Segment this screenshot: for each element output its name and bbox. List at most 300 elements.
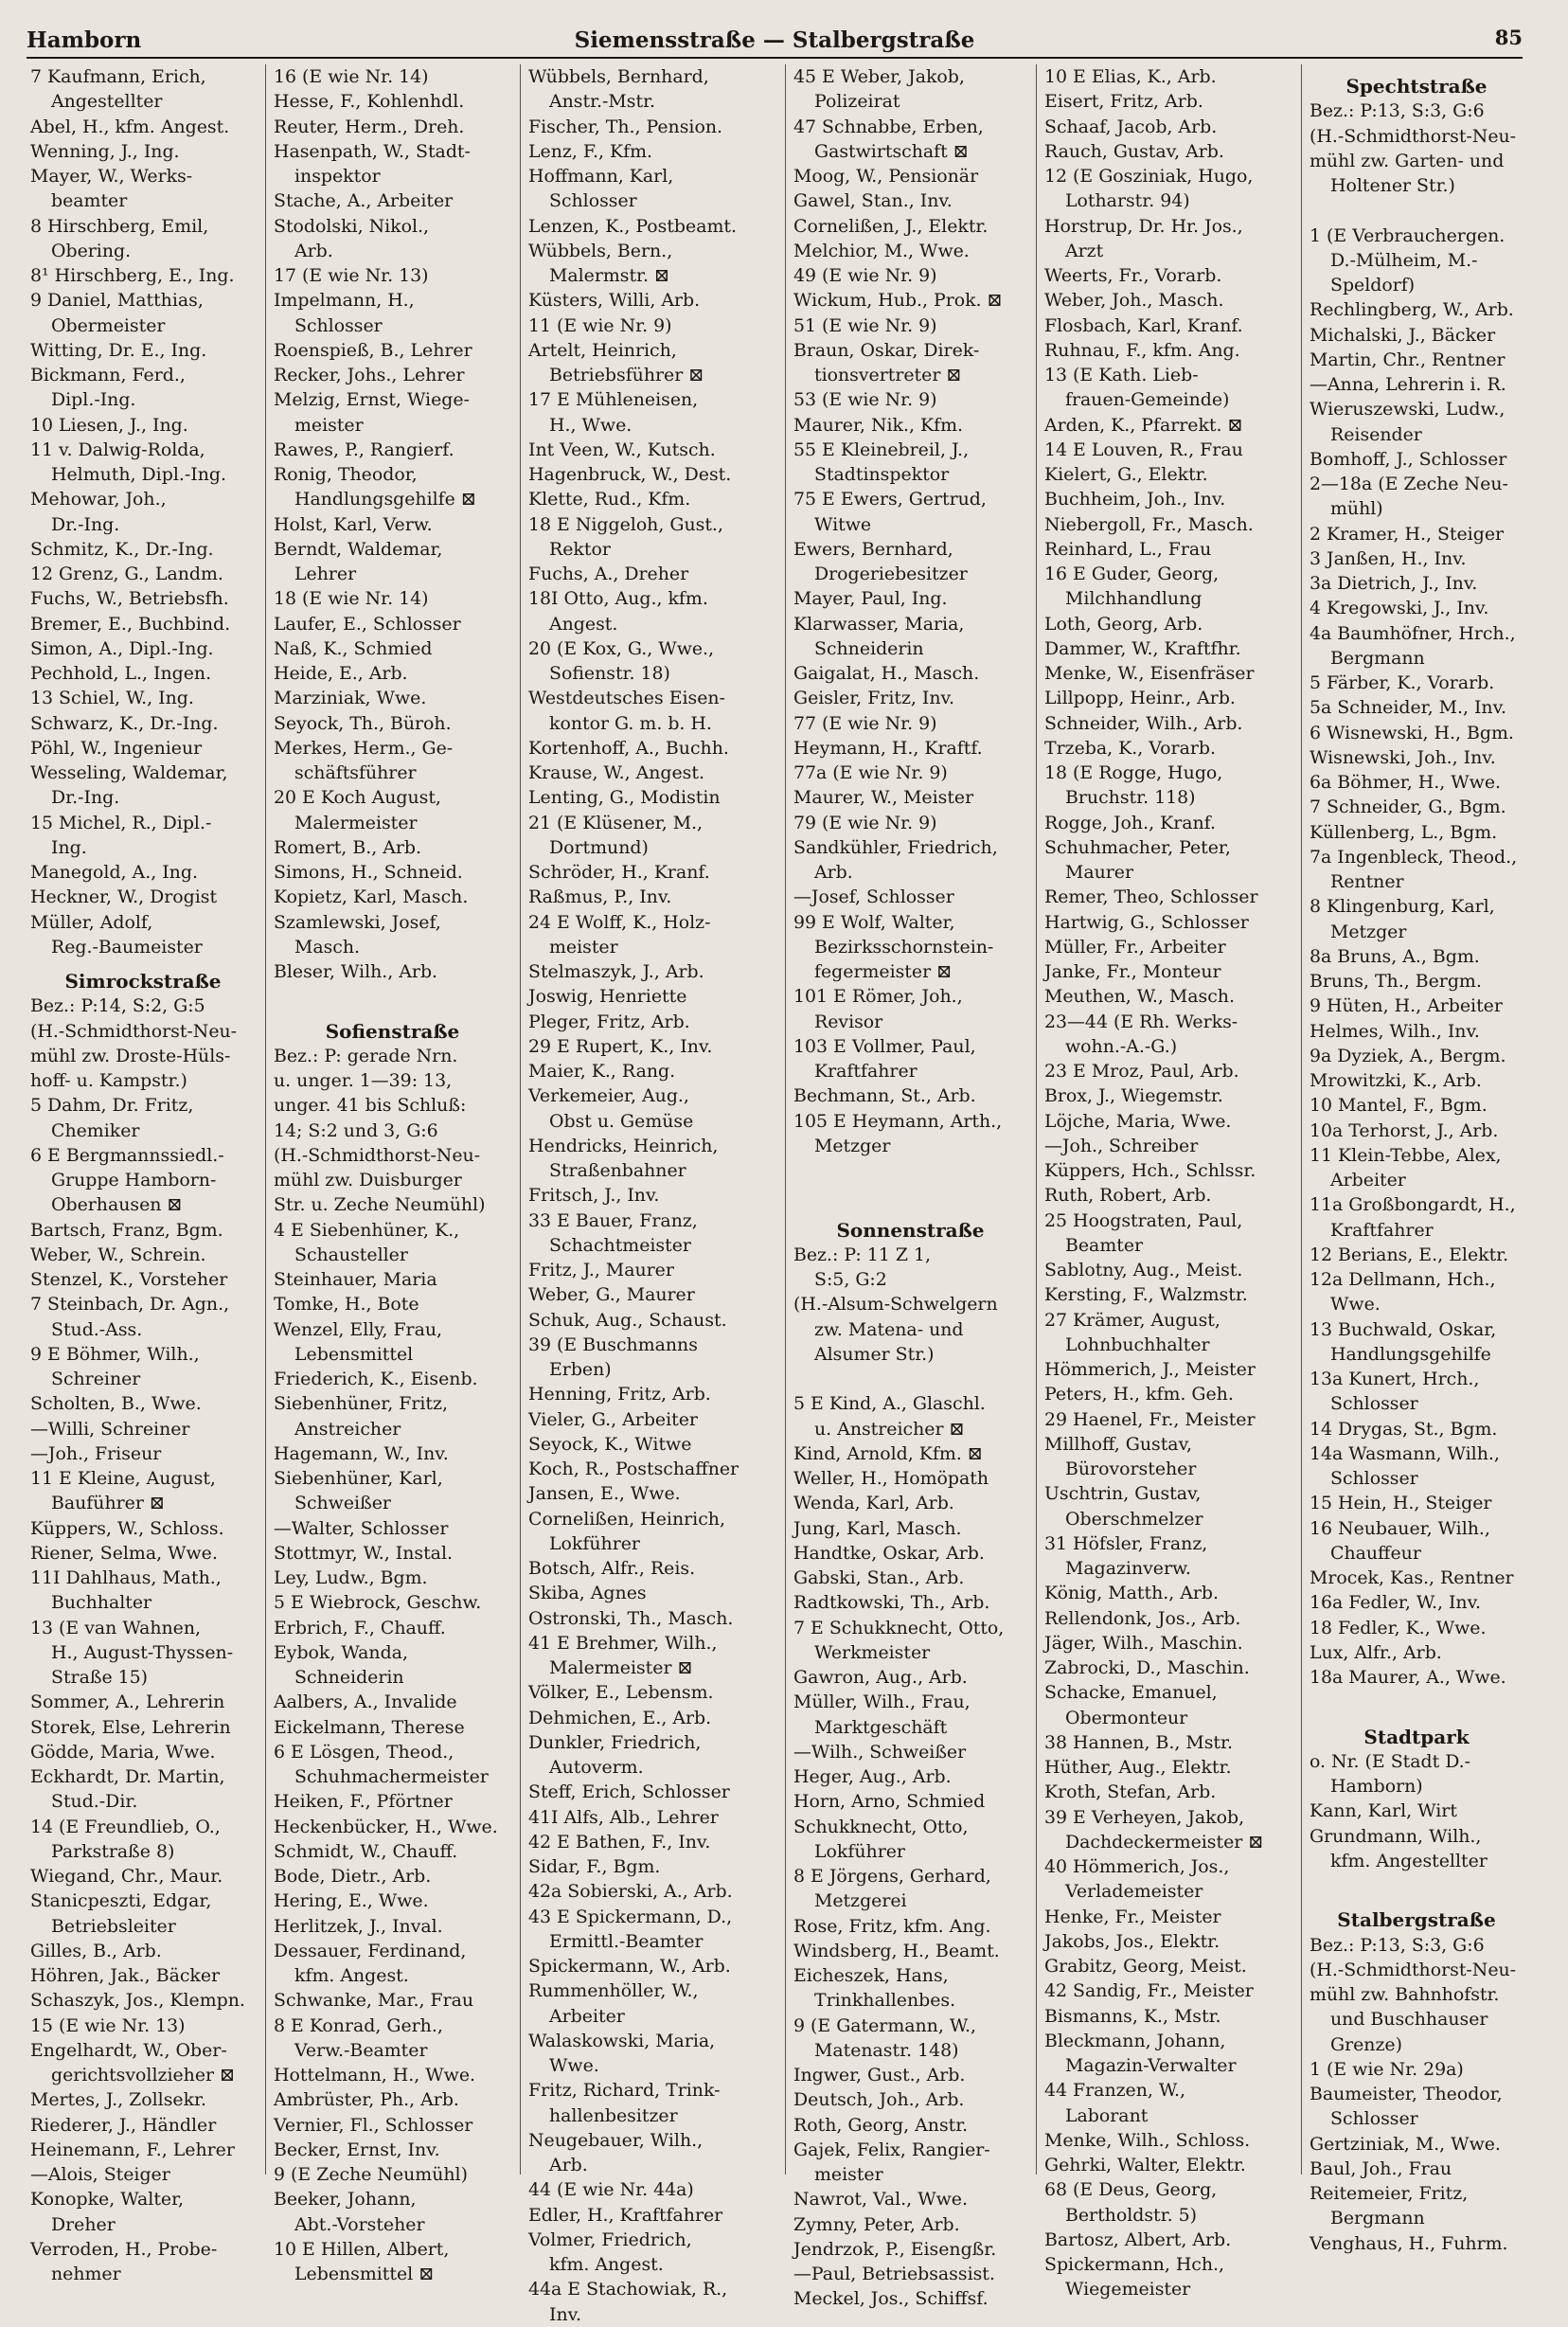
- directory-entry: Wisnewski, Joh., Inv.: [1310, 746, 1496, 768]
- directory-entry: unger. 41 bis Schluß:: [274, 1095, 467, 1117]
- entry-continuation: Kraftfahrer: [1330, 1219, 1434, 1241]
- entry-continuation: Grenze): [1330, 2033, 1402, 2055]
- entry-continuation: Gruppe Hamborn-: [51, 1170, 217, 1190]
- directory-entry: Neugebauer, Wilh.,: [528, 2129, 704, 2151]
- entry-continuation: Schachtmeister: [549, 1234, 691, 1256]
- directory-entry: mühl zw. Garten- und: [1310, 150, 1505, 171]
- running-head-streets: Siemensstraße — Stalbergstraße: [574, 27, 975, 53]
- entry-continuation: D.-Mülheim, M.-: [1330, 249, 1478, 271]
- directory-entry: —Paul, Betriebsassist.: [793, 2264, 995, 2284]
- directory-entry: Verkemeier, Aug.,: [528, 1085, 689, 1107]
- entry-continuation: kfm. Angestellter: [1330, 1850, 1488, 1871]
- directory-entry: Schuk, Aug., Schaust.: [528, 1309, 727, 1331]
- entry-continuation: Bergmann: [1330, 2208, 1425, 2229]
- entry-continuation: Helmuth, Dipl.-Ing.: [51, 464, 226, 485]
- directory-entry: —Walter, Schlosser: [274, 1517, 449, 1539]
- directory-entry: Kersting, F., Walzmstr.: [1044, 1284, 1248, 1306]
- directory-entry: Hagemann, W., Inv.: [274, 1442, 449, 1464]
- directory-entry: 79 (E wie Nr. 9): [793, 812, 937, 833]
- directory-entry: Fischer, Th., Pension.: [528, 116, 723, 137]
- directory-entry: 16 Neubauer, Wilh.,: [1310, 1517, 1490, 1539]
- directory-entry: Weber, G., Maurer: [528, 1284, 695, 1306]
- entry-continuation: wohn.-A.-G.): [1065, 1035, 1178, 1057]
- directory-entry: 7 E Schukknecht, Otto,: [793, 1617, 1005, 1638]
- directory-entry: Heckenbücker, H., Wwe.: [274, 1816, 498, 1837]
- directory-entry: Pleger, Fritz, Arb.: [528, 1011, 690, 1032]
- directory-entry: Stodolski, Nikol.,: [274, 215, 430, 237]
- entry-continuation: Straßenbahner: [549, 1160, 686, 1181]
- directory-entry: 105 E Heymann, Arth.,: [793, 1110, 1003, 1132]
- directory-entry: Manegold, A., Ing.: [30, 862, 198, 883]
- directory-entry: Ingwer, Gust., Arb.: [793, 2065, 966, 2085]
- directory-entry: 14a Wasmann, Wilh.,: [1310, 1442, 1500, 1464]
- directory-entry: Heckner, W., Drogist: [30, 886, 218, 908]
- directory-entry: Schaaf, Jacob, Arb.: [1044, 116, 1218, 137]
- directory-entry: Edler, H., Kraftfahrer: [528, 2204, 723, 2226]
- directory-entry: Deutsch, Joh., Arb.: [793, 2089, 965, 2111]
- entry-continuation: Arb.: [294, 240, 333, 261]
- directory-entry: 13a Kunert, Hrch.,: [1310, 1369, 1480, 1389]
- directory-entry: Reitemeier, Fritz,: [1310, 2183, 1469, 2204]
- directory-entry: Michalski, J., Bäcker: [1310, 324, 1496, 346]
- entry-continuation: Obermonteur: [1065, 1707, 1188, 1728]
- directory-entry: Laufer, E., Schlosser: [274, 613, 461, 635]
- column-2: [265, 64, 519, 2284]
- directory-entry: 13 (E van Wahnen,: [30, 1617, 202, 1638]
- directory-entry: Völker, E., Lebensm.: [528, 1682, 714, 1704]
- spacer: [266, 984, 519, 1009]
- directory-entry: Grabitz, Georg, Meist.: [1044, 1956, 1247, 1977]
- entry-continuation: Arb.: [549, 2155, 588, 2175]
- entry-continuation: Arbeiter: [549, 2005, 625, 2027]
- column-4: [785, 64, 1035, 2310]
- directory-entry: —Joh., Friseur: [30, 1442, 162, 1464]
- directory-entry: 1 (E Verbrauchergen.: [1310, 224, 1506, 246]
- directory-entry: Roenspieß, B., Lehrer: [274, 339, 472, 361]
- directory-entry: Kopietz, Karl, Masch.: [274, 886, 469, 908]
- directory-entry: 2—18a (E Zeche Neu-: [1310, 474, 1508, 494]
- directory-entry: Volmer, Friedrich,: [528, 2229, 692, 2250]
- directory-entry: Schröder, H., Kranf.: [528, 862, 710, 883]
- directory-entry: 16a Fedler, W., Inv.: [1310, 1592, 1482, 1614]
- entry-continuation: Reisender: [1330, 423, 1422, 445]
- directory-entry: Friederich, K., Eisenb.: [274, 1369, 478, 1389]
- entry-continuation: Betriebsleiter: [51, 1915, 176, 1937]
- directory-entry: Küppers, Hch., Schlssr.: [1044, 1160, 1256, 1181]
- directory-entry: Storek, Else, Lehrerin: [30, 1716, 231, 1738]
- street-heading: Stadtpark: [1363, 1725, 1470, 1748]
- entry-continuation: Lotharstr. 94): [1065, 190, 1190, 212]
- directory-entry: Kortenhoff, A., Buchh.: [528, 737, 729, 759]
- entry-continuation: nehmer: [51, 2264, 121, 2284]
- directory-entry: Krause, W., Angest.: [528, 762, 704, 783]
- directory-entry: 17 E Mühleneisen,: [528, 389, 699, 411]
- directory-entry: Höhren, Jak., Bäcker: [30, 1965, 221, 1986]
- directory-entry: 44 Franzen, W.,: [1044, 2080, 1186, 2102]
- directory-entry: Gajek, Felix, Rangier-: [793, 2139, 990, 2160]
- directory-entry: Jendrzok, P., Eisengßr.: [793, 2238, 997, 2260]
- directory-entry: Hüther, Aug., Elektr.: [1044, 1757, 1232, 1778]
- directory-entry: Zabrocki, D., Maschin.: [1044, 1657, 1250, 1678]
- directory-entry: Millhoff, Gustav,: [1044, 1433, 1193, 1455]
- entry-continuation: kfm. Angest.: [294, 1965, 409, 1986]
- entry-continuation: Bruchstr. 118): [1065, 787, 1196, 809]
- entry-continuation: Schlosser: [294, 314, 383, 336]
- entry-continuation: H., August-Thyssen-: [51, 1641, 234, 1663]
- entry-continuation: Matenastr. 148): [814, 2039, 959, 2061]
- entry-continuation: Dreher: [51, 2213, 116, 2235]
- directory-entry: Dehmichen, E., Arb.: [528, 1707, 712, 1728]
- entry-continuation: schäftsführer: [294, 762, 417, 783]
- directory-entry: —Alois, Steiger: [30, 2164, 170, 2185]
- entry-continuation: meister: [814, 2164, 883, 2185]
- street-heading: Sonnenstraße: [836, 1218, 985, 1242]
- directory-entry: 13 Schiel, W., Ing.: [30, 688, 194, 709]
- directory-entry: Bartosz, Albert, Arb.: [1044, 2229, 1232, 2250]
- directory-entry: Pöhl, W., Ingenieur: [30, 737, 203, 759]
- entry-continuation: zw. Matena- und: [814, 1318, 964, 1340]
- directory-entry: Verroden, H., Probe-: [30, 2238, 218, 2260]
- directory-entry: Fritsch, J., Inv.: [528, 1185, 660, 1207]
- entry-continuation: Schausteller: [294, 1244, 408, 1265]
- directory-entry: Artelt, Heinrich,: [528, 339, 677, 361]
- directory-entry: Ronig, Theodor,: [274, 464, 418, 485]
- directory-entry: Janke, Fr., Monteur: [1044, 961, 1221, 982]
- directory-entry: 7 Kaufmann, Erich,: [30, 66, 206, 87]
- directory-entry: 7 Schneider, G., Bgm.: [1310, 797, 1506, 818]
- entry-continuation: inspektor: [294, 166, 381, 187]
- directory-entry: Vieler, G., Arbeiter: [528, 1408, 698, 1430]
- directory-entry: Schmitz, K., Dr.-Ing.: [30, 538, 214, 560]
- directory-entry: Mayer, Paul, Ing.: [793, 588, 948, 610]
- directory-entry: Uschtrin, Gustav,: [1044, 1483, 1202, 1505]
- directory-entry: Müller, Adolf,: [30, 911, 153, 933]
- directory-entry: Wübbels, Bern.,: [528, 240, 673, 261]
- directory-entry: Hagenbruck, W., Dest.: [528, 464, 732, 485]
- entry-continuation: Malermstr. ⊠: [549, 265, 669, 286]
- directory-entry: Fuchs, W., Betriebsfh.: [30, 588, 229, 610]
- entry-continuation: Malermeister: [294, 812, 418, 833]
- directory-entry: Küllenberg, L., Bgm.: [1310, 821, 1498, 843]
- directory-entry: Schacke, Emanuel,: [1044, 1682, 1218, 1704]
- street-heading: Sofienstraße: [325, 1019, 460, 1043]
- directory-entry: 4 E Siebenhüner, K.,: [274, 1219, 460, 1241]
- entry-continuation: Buchhalter: [51, 1592, 152, 1614]
- directory-entry: Abel, H., kfm. Angest.: [30, 116, 230, 137]
- entry-continuation: Schneiderin: [814, 637, 924, 659]
- entry-continuation: Verlademeister: [1065, 1881, 1203, 1903]
- directory-entry: Weber, W., Schrein.: [30, 1244, 206, 1265]
- directory-entry: 14 (E Freundlieb, O.,: [30, 1816, 221, 1837]
- directory-entry: Gödde, Maria, Wwe.: [30, 1741, 216, 1763]
- directory-entry: Schwarz, K., Dr.-Ing.: [30, 712, 219, 734]
- column-5: [1036, 64, 1300, 2300]
- directory-entry: 21 (E Klüsener, M.,: [528, 812, 704, 833]
- entry-continuation: Metzger: [814, 1135, 891, 1156]
- entry-continuation: Straße 15): [51, 1667, 149, 1688]
- spacer: [1302, 198, 1531, 223]
- directory-entry: 20 E Koch August,: [274, 787, 441, 809]
- directory-entry: Menke, Wilh., Schloss.: [1044, 2129, 1251, 2151]
- directory-entry: 53 (E wie Nr. 9): [793, 389, 937, 411]
- directory-entry: Beeker, Johann,: [274, 2189, 417, 2211]
- directory-entry: Wieruszewski, Ludw.,: [1310, 399, 1506, 421]
- entry-continuation: Schreiner: [51, 1369, 141, 1389]
- directory-entry: Klette, Rud., Kfm.: [528, 489, 691, 510]
- entry-continuation: Abt.-Vorsteher: [294, 2213, 425, 2235]
- entry-continuation: Verw.-Beamter: [294, 2039, 428, 2061]
- directory-entry: 10 E Hillen, Albert,: [274, 2238, 450, 2260]
- entry-continuation: Schlosser: [1330, 2108, 1418, 2130]
- spacer: [786, 1158, 1035, 1183]
- entry-continuation: Lebensmittel: [294, 1343, 414, 1365]
- directory-entry: 18 (E wie Nr. 14): [274, 588, 429, 610]
- directory-entry: Skiba, Agnes: [528, 1583, 647, 1604]
- directory-entry: Riederer, J., Händler: [30, 2114, 217, 2136]
- directory-entry: 27 Krämer, August,: [1044, 1309, 1221, 1331]
- entry-continuation: Revisor: [814, 1011, 883, 1032]
- entry-continuation: kontor G. m. b. H.: [549, 712, 712, 734]
- directory-entry: Seyock, Th., Büroh.: [274, 712, 452, 734]
- directory-entry: Peters, H., kfm. Geh.: [1044, 1384, 1234, 1405]
- directory-entry: Bickmann, Ferd.,: [30, 365, 186, 385]
- entry-continuation: Arzt: [1065, 240, 1104, 261]
- directory-entry: 11 E Kleine, August,: [30, 1468, 216, 1489]
- entry-continuation: Milchhandlung: [1065, 588, 1203, 610]
- directory-entry: Braun, Oskar, Direk-: [793, 339, 980, 361]
- directory-entry: (H.-Schmidthorst-Neu-: [1310, 125, 1517, 147]
- directory-entry: Aalbers, A., Invalide: [274, 1692, 457, 1713]
- entry-continuation: Schlosser: [1330, 1468, 1418, 1489]
- entry-continuation: Lokführer: [814, 1840, 905, 1862]
- directory-entry: Rogge, Joh., Kranf.: [1044, 812, 1216, 833]
- directory-entry: Löjche, Maria, Wwe.: [1044, 1110, 1232, 1132]
- directory-entry: 51 (E wie Nr. 9): [793, 314, 937, 336]
- entry-continuation: Erben): [549, 1359, 612, 1380]
- directory-entry: 40 Hömmerich, Jos.,: [1044, 1856, 1230, 1877]
- directory-entry: Mertes, J., Zollsekr.: [30, 2089, 207, 2111]
- directory-entry: Vernier, Fl., Schlosser: [274, 2114, 473, 2136]
- directory-entry: Schmidt, W., Chauff.: [274, 1840, 458, 1862]
- directory-entry: Bartsch, Franz, Bgm.: [30, 1219, 223, 1241]
- directory-entry: 23—44 (E Rh. Werks-: [1044, 1011, 1238, 1032]
- directory-entry: Lux, Alfr., Arb.: [1310, 1641, 1442, 1663]
- entry-continuation: Lohnbuchhalter: [1065, 1334, 1210, 1355]
- directory-entry: mühl zw. Bahnhofstr.: [1310, 1984, 1500, 2005]
- directory-entry: Schuhmacher, Peter,: [1044, 836, 1231, 858]
- directory-entry: 3a Dietrich, J., Inv.: [1310, 573, 1478, 594]
- directory-entry: Kroth, Stefan, Arb.: [1044, 1781, 1217, 1803]
- entry-continuation: Angestellter: [51, 91, 163, 113]
- directory-entry: Ruhnau, F., kfm. Ang.: [1044, 339, 1240, 361]
- directory-entry: Radtkowski, Th., Arb.: [793, 1592, 990, 1614]
- column-1: [23, 64, 263, 2284]
- directory-entry: Trzeba, K., Vorarb.: [1044, 737, 1216, 759]
- entry-continuation: Beamter: [1065, 1234, 1144, 1256]
- directory-entry: Dunkler, Friedrich,: [528, 1731, 702, 1753]
- entry-continuation: Ing.: [51, 836, 87, 858]
- directory-entry: Hottelmann, H., Wwe.: [274, 2065, 476, 2085]
- directory-entry: 77 (E wie Nr. 9): [793, 712, 937, 734]
- entry-continuation: Dr.-Ing.: [51, 513, 120, 535]
- directory-entry: Dessauer, Ferdinand,: [274, 1940, 467, 1961]
- spacer: [1302, 1690, 1531, 1714]
- directory-entry: 68 (E Deus, Georg,: [1044, 2179, 1218, 2201]
- entry-continuation: H., Wwe.: [549, 414, 633, 436]
- directory-entry: Ewers, Bernhard,: [793, 538, 953, 560]
- directory-entry: Merkes, Herm., Ge-: [274, 737, 454, 759]
- directory-entry: 12 (E Gosziniak, Hugo,: [1044, 166, 1254, 187]
- entry-continuation: Speldorf): [1330, 275, 1416, 295]
- directory-entry: Jakobs, Jos., Elektr.: [1044, 1930, 1221, 1952]
- directory-entry: Rose, Fritz, kfm. Ang.: [793, 1915, 991, 1937]
- directory-entry: Sablotny, Aug., Meist.: [1044, 1260, 1243, 1280]
- directory-entry: Maurer, Nik., Kfm.: [793, 414, 963, 436]
- directory-entry: (H.-Schmidthorst-Neu-: [1310, 1959, 1517, 1980]
- entry-continuation: Autoverm.: [549, 1757, 644, 1778]
- entry-continuation: Anstreicher: [294, 1418, 401, 1440]
- directory-entry: 11 Klein-Tebbe, Alex,: [1310, 1144, 1502, 1166]
- page-number: 85: [1494, 26, 1523, 49]
- entry-continuation: u. Anstreicher ⊠: [814, 1418, 965, 1440]
- directory-entry: 14 Drygas, St., Bgm.: [1310, 1418, 1498, 1440]
- directory-entry: 23 E Mroz, Paul, Arb.: [1044, 1061, 1239, 1082]
- column-3: [520, 64, 784, 2325]
- directory-entry: 9a Dyziek, A., Bergm.: [1310, 1045, 1506, 1066]
- entry-continuation: kfm. Angest.: [549, 2254, 664, 2275]
- directory-entry: 5 E Wiebrock, Geschw.: [274, 1592, 482, 1614]
- directory-entry: mühl zw. Droste-Hüls-: [30, 1045, 231, 1066]
- entry-continuation: Dr.-Ing.: [51, 787, 120, 809]
- directory-entry: Meuthen, W., Masch.: [1044, 986, 1235, 1008]
- directory-entry: Sidar, F., Bgm.: [528, 1856, 661, 1877]
- directory-entry: 42a Sobierski, A., Arb.: [528, 1881, 733, 1903]
- directory-entry: 5 Färber, K., Vorarb.: [1310, 672, 1495, 693]
- directory-entry: Gertziniak, M., Wwe.: [1310, 2133, 1501, 2155]
- directory-entry: Eybok, Wanda,: [274, 1641, 408, 1663]
- directory-entry: Nawrot, Val., Wwe.: [793, 2189, 968, 2211]
- directory-entry: Remer, Theo, Schlosser: [1044, 886, 1258, 908]
- directory-entry: 18 E Niggeloh, Gust.,: [528, 513, 723, 535]
- directory-entry: Brox, J., Wiegemstr.: [1044, 1085, 1223, 1107]
- directory-entry: —Joh., Schreiber: [1044, 1135, 1199, 1156]
- entry-continuation: Alsumer Str.): [814, 1343, 935, 1365]
- directory-entry: Küppers, W., Schloss.: [30, 1517, 224, 1539]
- directory-entry: Bismanns, K., Mstr.: [1044, 2005, 1221, 2027]
- directory-entry: Windsberg, H., Beamt.: [793, 1940, 1000, 1961]
- directory-entry: 29 Haenel, Fr., Meister: [1044, 1408, 1256, 1430]
- directory-entry: Küsters, Willi, Arb.: [528, 290, 701, 312]
- directory-entry: Mrocek, Kas., Rentner: [1310, 1567, 1514, 1588]
- directory-entry: Heger, Aug., Arb.: [793, 1766, 952, 1787]
- directory-entry: 47 Schnabbe, Erben,: [793, 116, 984, 137]
- directory-entry: Tomke, H., Bote: [274, 1294, 419, 1316]
- entry-continuation: Polizeirat: [814, 91, 900, 113]
- directory-entry: Gehrki, Walter, Elektr.: [1044, 2155, 1246, 2175]
- directory-entry: 8¹ Hirschberg, E., Ing.: [30, 265, 235, 286]
- directory-entry: 45 E Weber, Jakob,: [793, 66, 965, 87]
- entry-continuation: tionsvertreter ⊠: [814, 365, 962, 385]
- directory-entry: Berndt, Waldemar,: [274, 538, 443, 560]
- entry-continuation: Stud.-Ass.: [51, 1318, 143, 1340]
- directory-entry: Wiegand, Chr., Maur.: [30, 1866, 223, 1887]
- directory-entry: 29 E Rupert, K., Inv.: [528, 1035, 713, 1057]
- entry-continuation: Oberhausen ⊠: [51, 1194, 183, 1216]
- directory-entry: Weerts, Fr., Vorarb.: [1044, 265, 1222, 286]
- directory-entry: 4 Kregowski, J., Inv.: [1310, 598, 1489, 619]
- directory-entry: Ley, Ludw., Bgm.: [274, 1567, 428, 1588]
- directory-entry: 14; S:2 und 3, G:6: [274, 1119, 438, 1141]
- entry-continuation: Laborant: [1065, 2104, 1149, 2126]
- directory-entry: Flosbach, Karl, Kranf.: [1044, 314, 1243, 336]
- directory-entry: Lenzen, K., Postbeamt.: [528, 215, 737, 237]
- directory-entry: Schwanke, Mar., Frau: [274, 1990, 474, 2012]
- directory-entry: 1 (E wie Nr. 29a): [1310, 2058, 1464, 2080]
- entry-continuation: Oberschmelzer: [1065, 1508, 1203, 1530]
- directory-entry: Bez.: P:13, S:3, G:6: [1310, 100, 1485, 122]
- directory-entry: Siebenhüner, Fritz,: [274, 1393, 448, 1415]
- entry-continuation: Lebensmittel ⊠: [294, 2264, 435, 2284]
- directory-entry: Herlitzek, J., Inval.: [274, 1915, 443, 1937]
- entry-continuation: Magazinverw.: [1065, 1558, 1191, 1579]
- directory-entry: Heide, E., Arb.: [274, 663, 408, 684]
- directory-entry: Spickermann, Hch.,: [1044, 2254, 1225, 2275]
- directory-entry: Wübbels, Bernhard,: [528, 66, 709, 87]
- directory-entry: Buchheim, Joh., Inv.: [1044, 489, 1226, 510]
- entry-continuation: Drogeriebesitzer: [814, 564, 968, 584]
- directory-entry: Konopke, Walter,: [30, 2189, 185, 2211]
- entry-continuation: Bürovorsteher: [1065, 1459, 1197, 1479]
- directory-entry: Stelmaszyk, J., Arb.: [528, 961, 704, 982]
- directory-entry: Koch, R., Postschaffner: [528, 1459, 739, 1479]
- directory-entry: 10 Mantel, F., Bgm.: [1310, 1095, 1488, 1117]
- directory-entry: Hesse, F., Kohlenhdl.: [274, 91, 465, 113]
- directory-entry: 18a Maurer, A., Wwe.: [1310, 1667, 1506, 1688]
- entry-continuation: Ermittl.-Beamter: [549, 1930, 704, 1952]
- directory-entry: Riener, Selma, Wwe.: [30, 1542, 218, 1564]
- directory-entry: 11 v. Dalwig-Rolda,: [30, 439, 205, 460]
- directory-entry: Menke, W., Eisenfräser: [1044, 663, 1255, 684]
- directory-entry: —Willi, Schreiner: [30, 1418, 190, 1440]
- entry-continuation: Chauffeur: [1330, 1542, 1421, 1564]
- directory-entry: (H.-Alsum-Schwelgern: [793, 1294, 998, 1316]
- directory-entry: Weller, H., Homöpath: [793, 1468, 989, 1489]
- directory-entry: 41 E Brehmer, Wilh.,: [528, 1632, 718, 1654]
- directory-entry: Wenning, J., Ing.: [30, 140, 180, 162]
- directory-entry: 13 Buchwald, Oskar,: [1310, 1318, 1497, 1340]
- directory-entry: Eisert, Fritz, Arb.: [1044, 91, 1203, 113]
- entry-continuation: Parkstraße 8): [51, 1840, 175, 1862]
- directory-entry: Bechmann, St., Arb.: [793, 1085, 976, 1107]
- spacer: [1302, 1873, 1531, 1898]
- entry-continuation: Obermeister: [51, 314, 166, 336]
- directory-entry: Reinhard, L., Frau: [1044, 538, 1212, 560]
- directory-entry: 17 (E wie Nr. 13): [274, 265, 429, 286]
- directory-entry: 33 E Bauer, Franz,: [528, 1209, 698, 1231]
- directory-entry: 10 Liesen, J., Ing.: [30, 414, 188, 436]
- directory-entry: 12 Grenz, G., Landm.: [30, 564, 223, 584]
- directory-entry: 9 Hüten, H., Arbeiter: [1310, 995, 1503, 1017]
- directory-entry: Siebenhüner, Karl,: [274, 1468, 443, 1489]
- directory-entry: 103 E Vollmer, Paul,: [793, 1035, 976, 1057]
- directory-entry: Jäger, Wilh., Maschin.: [1044, 1632, 1243, 1654]
- entry-continuation: Dachdeckermeister ⊠: [1065, 1831, 1264, 1853]
- directory-entry: 49 (E wie Nr. 9): [793, 265, 937, 286]
- directory-entry: Maier, K., Rang.: [528, 1061, 676, 1082]
- entry-continuation: frauen-Gemeinde): [1065, 389, 1230, 411]
- directory-entry: (H.-Schmidthorst-Neu-: [274, 1144, 481, 1166]
- directory-entry: Rummenhöller, W.,: [528, 1980, 699, 2002]
